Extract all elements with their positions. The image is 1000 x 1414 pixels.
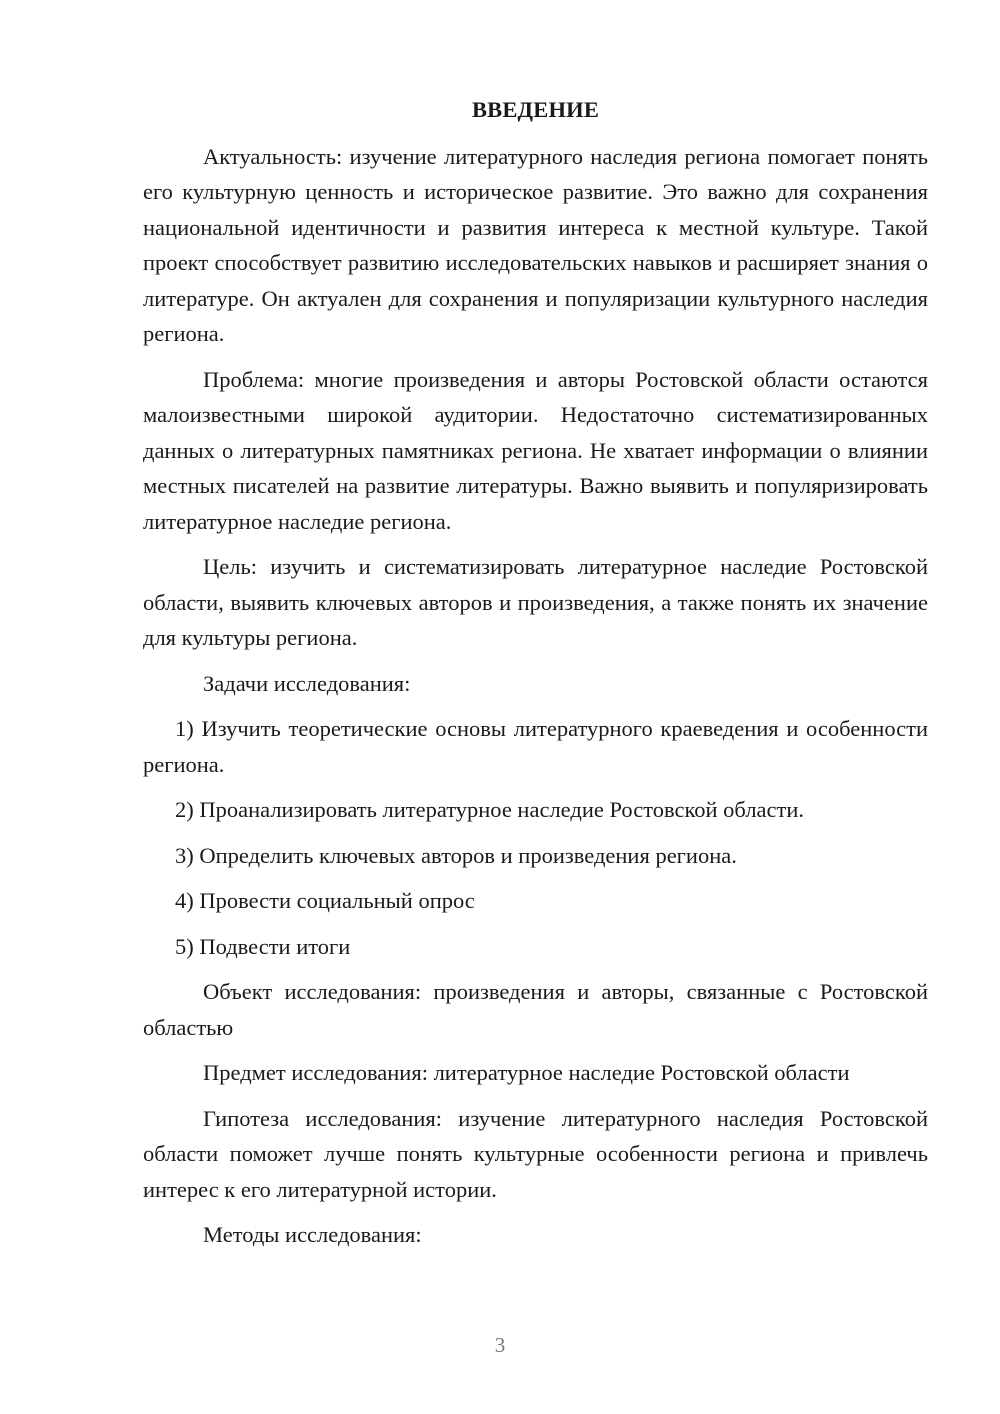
task-item: 4) Провести социальный опрос	[175, 888, 475, 913]
subject-paragraph: Предмет исследования: литературное наследие Ростовской области	[203, 1060, 850, 1085]
task-item: 1) Изучить теоретические основы литературного краеведения и особенности региона.	[143, 716, 928, 777]
hypothesis-paragraph: Гипотеза исследования: изучение литературного наследия Ростовской области поможет лучше понять культурные особенности региона и привлечь интерес к его литературной истории.	[143, 1105, 928, 1202]
problem-paragraph: Проблема: многие произведения и авторы Ростовской области остаются малоизвестными широкой аудитории. Недостаточно систематизированных данных о литературных памятниках региона. Не хватает информации о влиянии местных писателей на развитие литературы. Важно выявить и популяризировать литературное наследие региона.	[143, 366, 928, 534]
goal-paragraph: Цель: изучить и систематизировать литературное наследие Ростовской области, выявить ключевых авторов и произведения, а также понять их значение для культуры региона.	[143, 554, 928, 650]
task-item: 3) Определить ключевых авторов и произведения региона.	[175, 842, 737, 868]
section-heading: ВВЕДЕНИЕ	[471, 97, 600, 122]
task-item: 2) Проанализировать литературное наследие Ростовской области.	[175, 797, 805, 822]
relevance-paragraph: Актуальность: изучение литературного наследия региона помогает понять его культурную ценность и историческое развитие. Это важно для сохранения национальной идентичности и развития интереса к местной культуре. Такой проект способствует развитию исследовательских навыков и расширяет знания о литературе. Он актуален для сохранения и популяризации культурного наследия региона.	[143, 143, 928, 346]
tasks-title: Задачи исследования:	[203, 670, 411, 696]
object-paragraph: Объект исследования: произведения и авторы, связанные с Ростовской областью	[143, 979, 928, 1040]
task-item: 5) Подвести итоги	[175, 933, 351, 959]
methods-title: Методы исследования:	[203, 1222, 422, 1247]
page-number: 3	[494, 1333, 506, 1357]
document-page	[143, 92, 928, 1263]
tasks-list	[143, 711, 928, 964]
